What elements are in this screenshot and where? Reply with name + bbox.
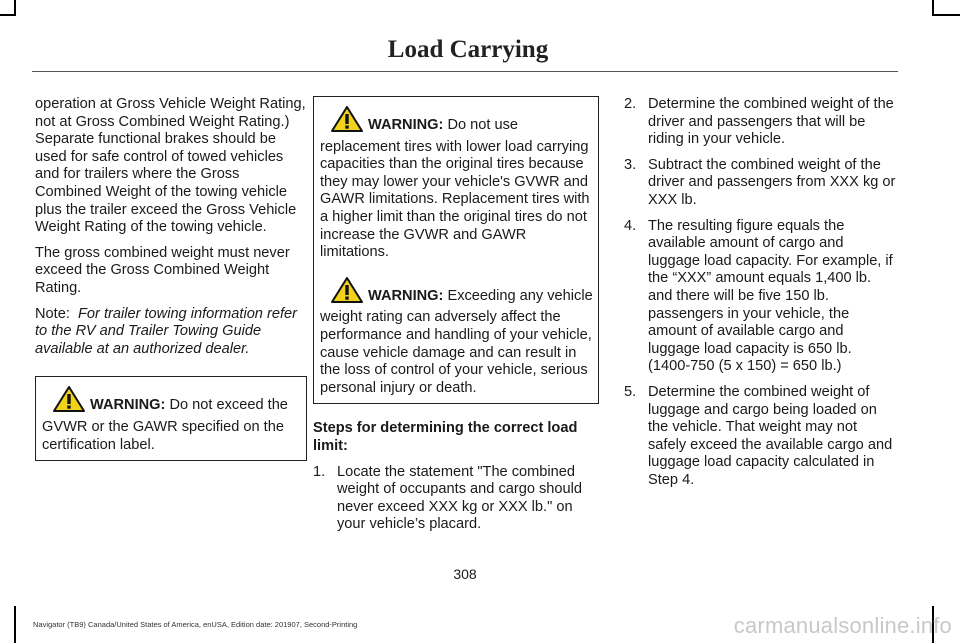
steps-list xyxy=(313,464,599,534)
step-number: 3. xyxy=(624,156,637,173)
crop-mark-top-left xyxy=(14,0,16,16)
step-text: The resulting figure equals the available amount of cargo and luggage load capacity. For example, if the “XXX” amount equals 1,400 lb. and there will be five 150 lb. passengers in your vehicle, the amount of available cargo and luggage load capacity is 650 lb. (1400-750 (5 x 150) = 650 lb.) xyxy=(648,217,893,375)
crop-mark-top-left-h xyxy=(0,14,14,16)
paragraph-towing-brakes: operation at Gross Vehicle Weight Rating, not at Gross Combined Weight Rating.) Separate functional brakes should be used for safe control of towed vehicles and for trailers where the Gross Combined Weight of the towing vehicle plus the trailer exceed the Gross Vehicle Weight Rating of the towing vehicle. xyxy=(35,96,306,236)
list-item xyxy=(624,384,896,490)
warning-triangle-icon xyxy=(330,276,364,310)
edition-footer: Navigator (TB9) Canada/United States of America, enUSA, Edition date: 201907, Second-Printing xyxy=(33,620,358,629)
watermark: carmanualsonline.info xyxy=(733,613,952,638)
step-text: Determine the combined weight of luggage and cargo being loaded on the vehicle. That weight may not safely exceed the available cargo and luggage load capacity calculated in Step 4. xyxy=(648,383,893,488)
list-item xyxy=(624,157,896,210)
crop-mark-top-right-h xyxy=(934,14,960,16)
step-text: Subtract the combined weight of the driver and passengers from XXX kg or XXX lb. xyxy=(648,156,896,208)
warning-label: WARNING: xyxy=(90,397,166,414)
warning-text: Exceeding any vehicle weight rating can adversely affect the performance and handling of your vehicle, cause vehicle damage and can result in the loss of control of your vehicle, serious personal injury or death. xyxy=(320,287,593,396)
warning-label: WARNING: xyxy=(368,287,444,304)
warning-triangle-icon xyxy=(52,385,86,419)
steps-heading: Steps for determining the correct load limit: xyxy=(313,420,578,454)
warning-text: Do not exceed the GVWR or the GAWR specified on the certification label. xyxy=(42,397,288,453)
crop-mark-bottom-left xyxy=(14,606,16,643)
warning-box-tires xyxy=(313,96,599,404)
list-item xyxy=(313,464,599,534)
column-2 xyxy=(313,96,599,542)
note-text: For trailer towing information refer to the RV and Trailer Towing Guide available at an authorized dealer. xyxy=(35,305,297,357)
column-1 xyxy=(35,96,307,461)
column-3 xyxy=(624,96,896,497)
paragraph-gcw: The gross combined weight must never exceed the Gross Combined Weight Rating. xyxy=(35,244,290,296)
step-number: 1. xyxy=(313,463,326,480)
steps-list xyxy=(624,96,896,489)
page-number: 308 xyxy=(453,566,477,582)
step-text: Determine the combined weight of the driver and passengers that will be riding in your vehicle. xyxy=(648,96,894,148)
step-text: Locate the statement "The combined weight of occupants and cargo should never exceed XXX kg or XXX lb." on your vehicle’s placard. xyxy=(337,463,583,533)
warning-label: WARNING: xyxy=(368,117,444,133)
header-rule xyxy=(32,71,898,72)
list-item xyxy=(624,218,896,376)
warning-triangle-icon xyxy=(330,105,364,139)
page-title: Load Carrying xyxy=(387,36,549,63)
note xyxy=(35,306,307,359)
step-number: 4. xyxy=(624,217,637,234)
step-number: 5. xyxy=(624,383,637,400)
warning-text: Do not use replacement tires with lower load carrying capacities than the original tires because they may lower your vehicle's GVWR and GAWR limitations. Replacement tires with a higher limit than the original tires do not increase the GVWR and GAWR limitations. xyxy=(320,117,590,261)
step-number: 2. xyxy=(624,96,637,112)
note-label: Note: xyxy=(35,305,70,322)
list-item xyxy=(624,96,896,149)
warning-box-gvwr xyxy=(35,376,307,461)
